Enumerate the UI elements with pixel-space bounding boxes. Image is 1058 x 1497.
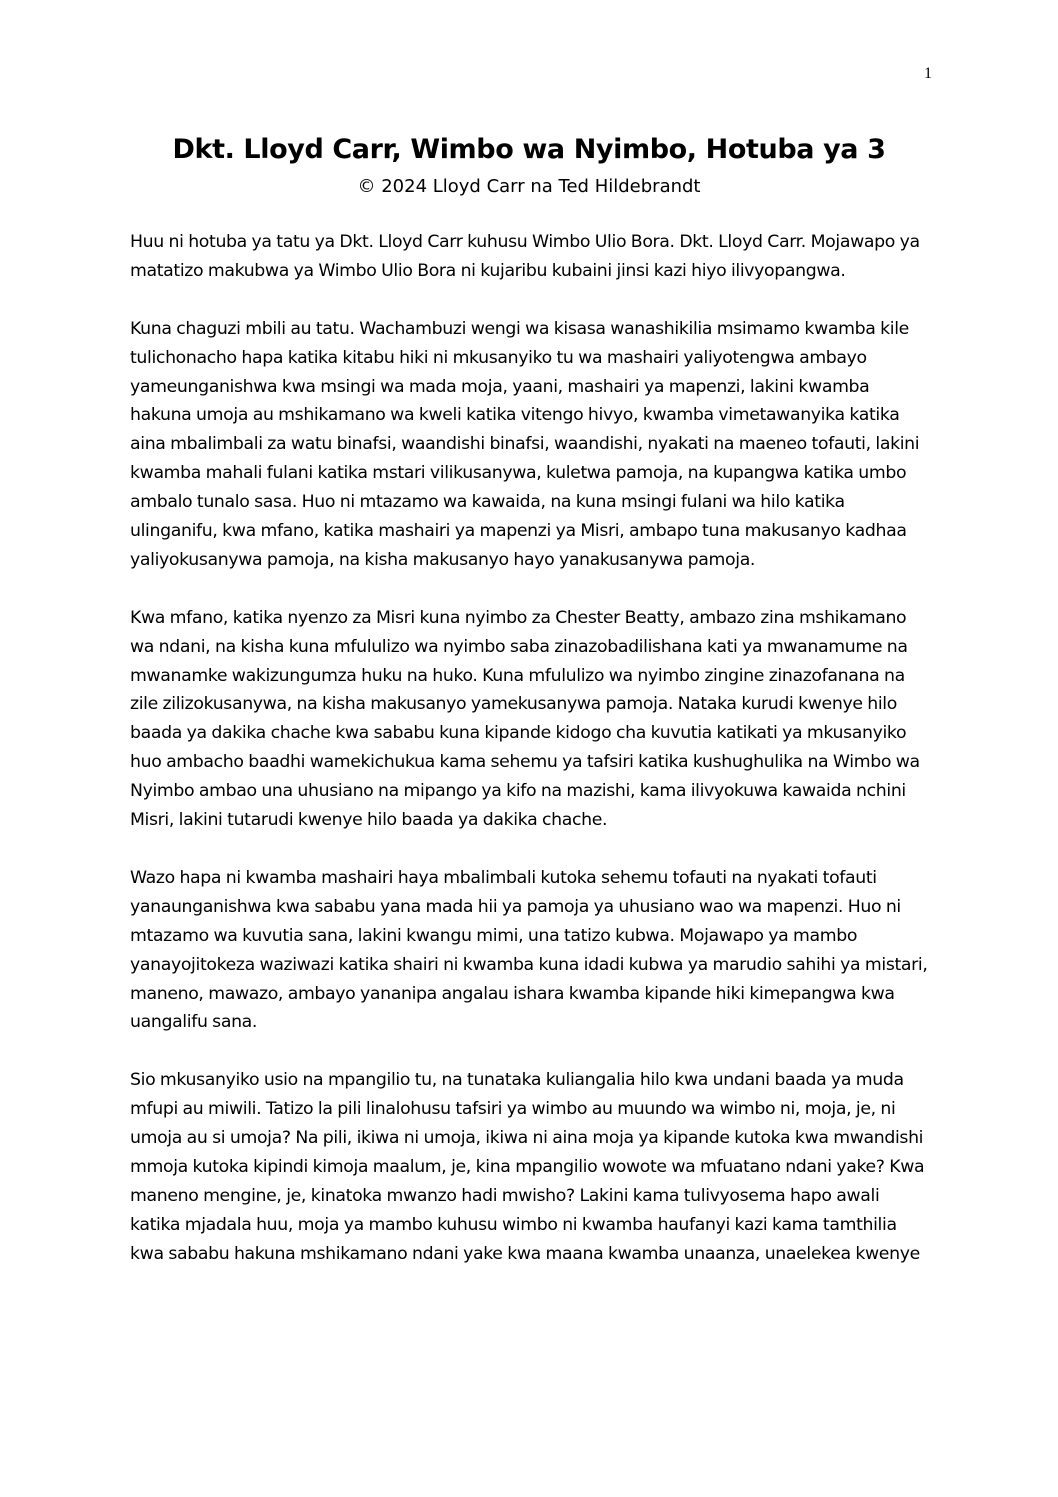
paragraph: Kuna chaguzi mbili au tatu. Wachambuzi wengi wa kisasa wanashikilia msimamo kwamba kile tulichonacho hapa katika kitabu hiki ni mkusanyiko tu wa mashairi yaliyotengwa ambayo yameunganishwa kwa msingi wa mada moja, yaani, mashairi ya mapenzi, lakini kwamba hakuna umoja au mshikamano wa kweli katika vitengo hivyo, kwamba vimetawanyika katika aina mbalimbali za watu binafsi, waandishi binafsi, waandishi, nyakati na maeneo tofauti, lakini kwamba mahali fulani katika mstari vilikusanywa, kuletwa pamoja, na kupangwa katika umbo ambalo tunalo sasa. Huo ni mtazamo wa kawaida, na kuna msingi fulani wa hilo katika ulinganifu, kwa mfano, katika mashairi ya mapenzi ya Misri, ambapo tuna makusanyo kadhaa yaliyokusanywa pamoja, na kisha makusanyo hayo yanakusanywa pamoja. bbox=[130, 318, 920, 570]
copyright-line: © 2024 Lloyd Carr na Ted Hildebrandt bbox=[357, 176, 701, 197]
document-body bbox=[130, 228, 930, 1297]
paragraph: Kwa mfano, katika nyenzo za Misri kuna nyimbo za Chester Beatty, ambazo zina mshikamano wa ndani, na kisha kuna mfululizo wa nyimbo saba zinazobadilishana kati ya mwanamume na mwanamke wakizungumza huku na huko. Kuna mfululizo wa nyimbo zingine zinazofanana na zile zilizokusanywa, na kisha makusanyo yamekusanywa pamoja. Nataka kurudi kwenye hilo baada ya dakika chache kwa sababu kuna kipande kidogo cha kuvutia katikati ya mkusanyiko huo ambacho baadhi wamekichukua kama sehemu ya tafsiri katika kushughulika na Wimbo wa Nyimbo ambao una uhusiano na mipango ya kifo na mazishi, kama ilivyokuwa kawaida nchini Misri, lakini tutarudi kwenye hilo baada ya dakika chache. bbox=[130, 607, 920, 831]
document-title: Dkt. Lloyd Carr, Wimbo wa Nyimbo, Hotuba ya 3 bbox=[172, 134, 886, 165]
paragraph: Sio mkusanyiko usio na mpangilio tu, na tunataka kuliangalia hilo kwa undani baada ya muda mfupi au miwili. Tatizo la pili linalohusu tafsiri ya wimbo au muundo wa wimbo ni, moja, je, ni umoja au si umoja? Na pili, ikiwa ni umoja, ikiwa ni aina moja ya kipande kutoka kwa mwandishi mmoja kutoka kipindi kimoja maalum, je, kina mpangilio wowote wa mfuatano ndani yake? Kwa maneno mengine, je, kinatoka mwanzo hadi mwisho? Lakini kama tulivyosema hapo awali katika mjadala huu, moja ya mambo kuhusu wimbo ni kwamba haufanyi kazi kama tamthilia kwa sababu hakuna mshikamano ndani yake kwa maana kwamba unaanza, unaelekea kwenye bbox=[130, 1070, 925, 1264]
page-number: 1 bbox=[924, 65, 932, 82]
paragraph: Huu ni hotuba ya tatu ya Dkt. Lloyd Carr kuhusu Wimbo Ulio Bora. Dkt. Lloyd Carr. Mojawapo ya matatizo makubwa ya Wimbo Ulio Bora ni kujaribu kubaini jinsi kazi hiyo ilivyopangwa. bbox=[130, 232, 920, 281]
paragraph: Wazo hapa ni kwamba mashairi haya mbalimbali kutoka sehemu tofauti na nyakati tofauti yanaunganishwa kwa sababu yana mada hii ya pamoja ya uhusiano wao wa mapenzi. Huo ni mtazamo wa kuvutia sana, lakini kwangu mimi, una tatizo kubwa. Mojawapo ya mambo yanayojitokeza waziwazi katika shairi ni kwamba kuna idadi kubwa ya marudio sahihi ya mistari, maneno, mawazo, ambayo yananipa angalau ishara kwamba kipande hiki kimepangwa kwa uangalifu sana. bbox=[130, 867, 928, 1033]
